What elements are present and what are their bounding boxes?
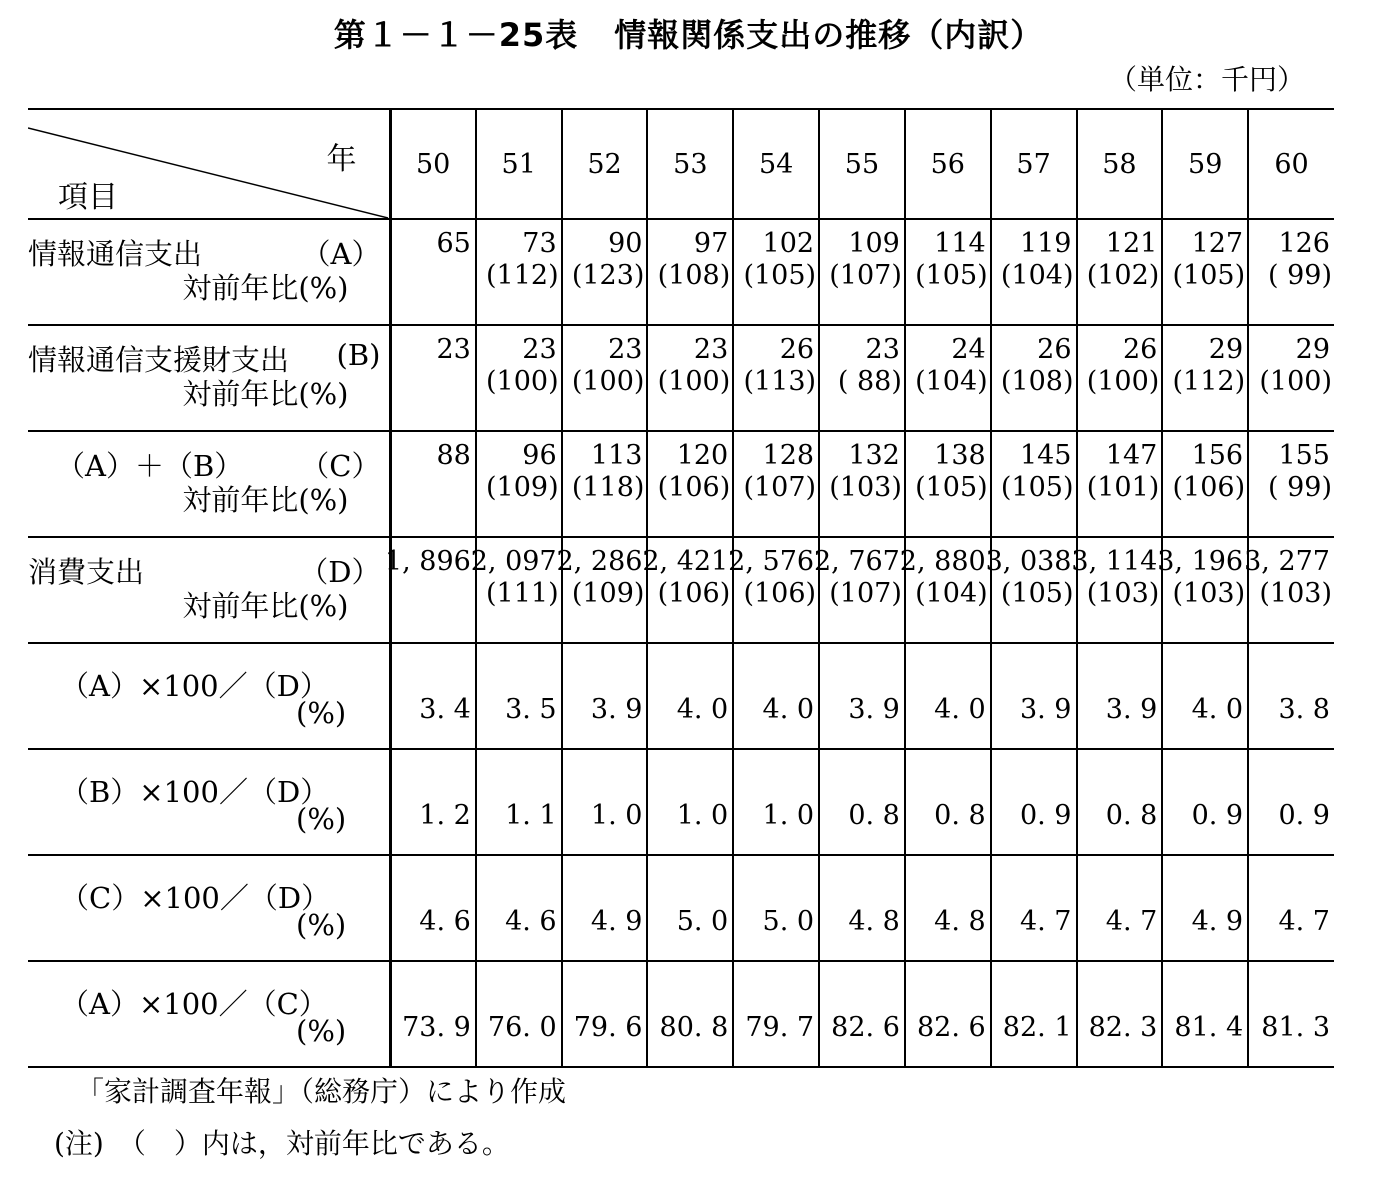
- cell-value: 109: [848, 228, 900, 259]
- cell-value: 73: [522, 228, 557, 259]
- cell-pct: (105): [1000, 472, 1074, 503]
- cell-pct: (108): [657, 260, 731, 291]
- cell-pct: (105): [1000, 578, 1074, 609]
- ratio-value: 82. 6: [916, 1012, 986, 1043]
- cell-pct: (107): [829, 260, 902, 291]
- ratio-value: 4. 6: [419, 906, 471, 937]
- cell-value: 147: [1105, 440, 1158, 471]
- data-cell: [1248, 961, 1334, 1067]
- data-cell: [647, 219, 733, 325]
- data-cell: [819, 855, 905, 961]
- cell-pct: (100): [1086, 366, 1160, 397]
- ratio-value: 1. 0: [590, 800, 643, 831]
- table-row: [28, 219, 1334, 325]
- data-cell: [390, 431, 476, 537]
- data-cell: [476, 855, 562, 961]
- cell-pct: (103): [1172, 578, 1246, 609]
- data-cell: [562, 855, 648, 961]
- cell-value: 23: [865, 334, 900, 365]
- cell-pct: (104): [915, 366, 988, 397]
- data-cell: [1077, 219, 1163, 325]
- cell-pct: ( 99): [1267, 472, 1332, 503]
- table-row: [28, 855, 1334, 961]
- cell-pct: (108): [1000, 366, 1074, 397]
- data-cell: [1248, 749, 1334, 855]
- data-cell: [819, 219, 905, 325]
- data-cell: [733, 219, 819, 325]
- ratio-formula: （A）×100／（C）: [60, 987, 328, 1021]
- data-cell: [733, 431, 819, 537]
- ratio-formula: （B）×100／（D）: [60, 775, 330, 809]
- cell-pct: (109): [486, 472, 559, 503]
- cell-value: 23: [436, 334, 471, 365]
- data-cell: [1248, 855, 1334, 961]
- cell-value: 119: [1019, 228, 1072, 259]
- ratio-value: 0. 8: [1105, 800, 1158, 831]
- cell-value: 127: [1191, 228, 1244, 259]
- data-cell: [647, 643, 733, 749]
- ratio-label: [28, 643, 390, 749]
- cell-pct: (105): [1172, 260, 1246, 291]
- data-cell: [991, 643, 1077, 749]
- row-label-text: 消費支出: [28, 555, 145, 589]
- data-cell: [1162, 643, 1248, 749]
- cell-value: 26: [1122, 334, 1158, 365]
- ratio-value: 4. 0: [762, 694, 815, 725]
- ratio-formula: （C）×100／（D）: [60, 881, 331, 915]
- data-cell: [733, 325, 819, 431]
- data-cell: [905, 219, 991, 325]
- data-cell: [1077, 643, 1163, 749]
- ratio-unit: (%): [296, 696, 347, 730]
- row-label: [28, 431, 390, 537]
- data-cell: [819, 643, 905, 749]
- data-cell: [390, 643, 476, 749]
- data-cell: [905, 643, 991, 749]
- cell-value: 138: [934, 440, 986, 471]
- cell-pct: ( 88): [837, 366, 902, 397]
- cell-pct: (105): [915, 260, 988, 291]
- data-cell: [819, 961, 905, 1067]
- data-cell: [1071, 537, 1163, 643]
- ratio-value: 4. 6: [505, 906, 557, 937]
- year-header: 60: [1248, 109, 1334, 219]
- data-cell: [733, 643, 819, 749]
- table-row: [28, 537, 1334, 643]
- year-header: 52: [562, 109, 648, 219]
- ratio-value: 81. 3: [1261, 1012, 1330, 1043]
- data-cell: [905, 325, 991, 431]
- cell-value: 113: [590, 440, 643, 471]
- ratio-unit: (%): [296, 1014, 347, 1048]
- ratio-value: 3. 8: [1278, 694, 1330, 725]
- row-label-text: 情報通信支出: [28, 237, 203, 271]
- row-code: （D）: [299, 555, 381, 589]
- data-cell: [991, 431, 1077, 537]
- table-row: [28, 643, 1334, 749]
- page-title: [0, 10, 1377, 56]
- ratio-value: 0. 8: [934, 800, 986, 831]
- year-header: 50: [390, 109, 476, 219]
- cell-value: 121: [1105, 228, 1158, 259]
- cell-value: 2, 097: [470, 546, 557, 577]
- data-cell: [1162, 961, 1248, 1067]
- data-cell: [819, 431, 905, 537]
- item-header-label: 項目: [58, 180, 118, 215]
- cell-pct: (100): [657, 366, 731, 397]
- row-label-text: （A）＋（B）: [56, 449, 244, 483]
- cell-value: 120: [676, 440, 729, 471]
- cell-value: 126: [1278, 228, 1330, 259]
- ratio-label: [28, 749, 390, 855]
- cell-value: 23: [522, 334, 557, 365]
- data-cell: [476, 749, 562, 855]
- ratio-value: 4. 0: [676, 694, 729, 725]
- ratio-value: 76. 0: [487, 1012, 557, 1043]
- table-row: [28, 325, 1334, 431]
- data-cell: [562, 219, 648, 325]
- cell-pct: (105): [743, 260, 817, 291]
- data-cell: [1162, 219, 1248, 325]
- data-cell: [647, 961, 733, 1067]
- data-cell: [647, 431, 733, 537]
- cell-value: 26: [779, 334, 815, 365]
- cell-value: 132: [848, 440, 900, 471]
- cell-value: 24: [951, 334, 986, 365]
- data-cell: [390, 325, 476, 431]
- cell-value: 3, 038: [985, 546, 1072, 577]
- ratio-value: 4. 9: [1191, 906, 1244, 937]
- cell-value: 2, 421: [642, 546, 729, 577]
- table-row: [28, 961, 1334, 1067]
- data-cell: [556, 537, 648, 643]
- cell-pct: (123): [571, 260, 645, 291]
- data-cell: [991, 219, 1077, 325]
- row-label: [28, 325, 390, 431]
- ratio-unit: (%): [296, 802, 347, 836]
- ratio-value: 4. 0: [934, 694, 986, 725]
- data-cell: [642, 537, 733, 643]
- year-header: 53: [647, 109, 733, 219]
- data-cell: [733, 961, 819, 1067]
- cell-pct: (100): [1259, 366, 1332, 397]
- source-note: 「家計調査年報」（総務庁）により作成: [76, 1075, 567, 1108]
- cell-value: 102: [762, 228, 815, 259]
- ratio-value: 3. 9: [1019, 694, 1072, 725]
- ratio-value: 4. 7: [1278, 906, 1330, 937]
- ratio-value: 0. 9: [1191, 800, 1244, 831]
- data-cell: [985, 537, 1077, 643]
- row-label-text: 情報通信支援財支出: [28, 343, 290, 377]
- data-cell: [647, 749, 733, 855]
- ratio-value: 5. 0: [676, 906, 729, 937]
- ratio-value: 4. 8: [848, 906, 900, 937]
- cell-value: 29: [1295, 334, 1330, 365]
- cell-pct: (118): [571, 472, 645, 503]
- ratio-value: 3. 4: [419, 694, 471, 725]
- cell-pct: (103): [829, 472, 902, 503]
- ratio-value: 82. 3: [1088, 1012, 1158, 1043]
- year-header: 58: [1077, 109, 1163, 219]
- ratio-value: 5. 0: [762, 906, 815, 937]
- data-cell: [733, 855, 819, 961]
- table-row: [28, 431, 1334, 537]
- data-cell: [390, 855, 476, 961]
- ratio-value: 3. 9: [1105, 694, 1158, 725]
- cell-value: 65: [436, 228, 471, 259]
- year-header: 54: [733, 109, 819, 219]
- data-cell: [384, 537, 476, 643]
- data-cell: [476, 643, 562, 749]
- cell-value: 88: [436, 440, 471, 471]
- data-cell: [1244, 537, 1334, 643]
- cell-value: 2, 880: [899, 546, 986, 577]
- data-cell: [733, 749, 819, 855]
- cell-pct: (104): [1000, 260, 1074, 291]
- data-cell: [1162, 855, 1248, 961]
- cell-value: 90: [608, 228, 643, 259]
- data-cell: [562, 749, 648, 855]
- data-cell: [899, 537, 991, 643]
- cell-pct: (105): [915, 472, 988, 503]
- ratio-value: 4. 8: [934, 906, 986, 937]
- cell-value: 23: [608, 334, 643, 365]
- cell-pct: (100): [571, 366, 645, 397]
- cell-value: 1, 896: [384, 546, 471, 577]
- row-sub-label: 対前年比(%): [182, 589, 349, 623]
- data-cell: [819, 749, 905, 855]
- cell-pct: (100): [486, 366, 559, 397]
- data-cell: [647, 325, 733, 431]
- ratio-value: 0. 8: [848, 800, 900, 831]
- cell-pct: (103): [1086, 578, 1160, 609]
- data-cell: [1248, 219, 1334, 325]
- data-cell: [1248, 431, 1334, 537]
- ratio-value: 80. 8: [659, 1012, 729, 1043]
- unit-label: （単位：千円）: [1108, 63, 1305, 96]
- ratio-value: 3. 5: [505, 694, 557, 725]
- year-header: 59: [1162, 109, 1248, 219]
- cell-value: 96: [522, 440, 557, 471]
- data-cell: [1077, 749, 1163, 855]
- cell-value: 3, 114: [1071, 546, 1158, 577]
- cell-pct: (104): [915, 578, 988, 609]
- ratio-value: 3. 9: [848, 694, 900, 725]
- year-header: 56: [905, 109, 991, 219]
- ratio-value: 4. 7: [1019, 906, 1072, 937]
- row-sub-label: 対前年比(%): [182, 377, 349, 411]
- cell-pct: (106): [657, 472, 731, 503]
- ratio-value: 1. 2: [419, 800, 471, 831]
- year-header: 57: [991, 109, 1077, 219]
- row-code: （A）: [301, 237, 381, 271]
- cell-value: 3, 277: [1244, 546, 1330, 577]
- data-cell: [819, 325, 905, 431]
- data-cell: [1162, 431, 1248, 537]
- footnote: (注) （ ）内は，対前年比である。: [54, 1127, 510, 1160]
- data-cell: [476, 961, 562, 1067]
- data-cell: [476, 325, 562, 431]
- ratio-value: 0. 9: [1019, 800, 1072, 831]
- data-cell: [470, 537, 562, 643]
- cell-pct: (112): [486, 260, 559, 291]
- ratio-formula: （A）×100／（D）: [60, 669, 329, 703]
- cell-pct: (103): [1259, 578, 1332, 609]
- ratio-value: 79. 7: [745, 1012, 815, 1043]
- row-sub-label: 対前年比(%): [182, 271, 349, 305]
- data-cell: [1077, 431, 1163, 537]
- data-cell: [991, 961, 1077, 1067]
- data-cell: [991, 855, 1077, 961]
- data-cell: [390, 961, 476, 1067]
- row-code: （C）: [300, 449, 381, 483]
- ratio-value: 81. 4: [1174, 1012, 1244, 1043]
- data-cell: [1077, 855, 1163, 961]
- cell-value: 2, 286: [556, 546, 643, 577]
- ratio-value: 3. 9: [590, 694, 643, 725]
- ratio-value: 4. 9: [590, 906, 643, 937]
- data-cell: [562, 961, 648, 1067]
- cell-pct: (113): [743, 366, 817, 397]
- cell-value: 156: [1191, 440, 1244, 471]
- ratio-value: 0. 9: [1278, 800, 1330, 831]
- cell-pct: (106): [657, 578, 731, 609]
- cell-value: 23: [693, 334, 729, 365]
- ratio-value: 4. 7: [1105, 906, 1158, 937]
- data-table: [28, 108, 1334, 1068]
- cell-pct: (107): [829, 578, 902, 609]
- ratio-unit: (%): [296, 908, 347, 942]
- ratio-value: 1. 0: [762, 800, 815, 831]
- cell-pct: (102): [1086, 260, 1160, 291]
- ratio-label: [28, 855, 390, 961]
- cell-value: 128: [762, 440, 815, 471]
- cell-pct: (106): [1172, 472, 1246, 503]
- cell-pct: (109): [571, 578, 645, 609]
- cell-value: 2, 767: [813, 546, 900, 577]
- cell-value: 145: [1019, 440, 1072, 471]
- data-cell: [1248, 325, 1334, 431]
- cell-value: 114: [934, 228, 986, 259]
- table-name: 情報関係支出の推移（内訳）: [614, 16, 1044, 54]
- cell-pct: (111): [486, 578, 559, 609]
- data-cell: [905, 431, 991, 537]
- data-cell: [813, 537, 905, 643]
- ratio-label: [28, 961, 390, 1067]
- cell-value: 26: [1037, 334, 1072, 365]
- data-cell: [476, 431, 562, 537]
- table-row: [28, 749, 1334, 855]
- data-cell: [1077, 961, 1163, 1067]
- row-sub-label: 対前年比(%): [182, 483, 349, 517]
- data-cell: [562, 325, 648, 431]
- ratio-value: 1. 0: [676, 800, 729, 831]
- row-code: (B): [336, 338, 381, 372]
- cell-pct: ( 99): [1267, 260, 1332, 291]
- data-cell: [905, 855, 991, 961]
- cell-pct: (106): [743, 578, 817, 609]
- table-number: 第１－１－25表: [333, 16, 579, 54]
- cell-value: 155: [1278, 440, 1330, 471]
- data-cell: [991, 749, 1077, 855]
- row-label: [28, 219, 390, 325]
- data-cell: [728, 537, 819, 643]
- cell-value: 97: [693, 228, 729, 259]
- cell-value: 2, 576: [728, 546, 815, 577]
- data-cell: [1157, 537, 1248, 643]
- data-cell: [562, 431, 648, 537]
- data-cell: [562, 643, 648, 749]
- year-header-label: 年: [326, 142, 357, 177]
- cell-pct: (101): [1086, 472, 1160, 503]
- data-cell: [1077, 325, 1163, 431]
- data-cell: [1248, 643, 1334, 749]
- ratio-value: 1. 1: [505, 800, 557, 831]
- year-header: 51: [476, 109, 562, 219]
- cell-pct: (107): [743, 472, 817, 503]
- ratio-value: 82. 6: [831, 1012, 900, 1043]
- cell-value: 3, 196: [1157, 546, 1244, 577]
- header-row: [28, 109, 1334, 219]
- ratio-value: 82. 1: [1002, 1012, 1072, 1043]
- data-cell: [647, 855, 733, 961]
- data-cell: [390, 749, 476, 855]
- ratio-value: 4. 0: [1191, 694, 1244, 725]
- ratio-value: 79. 6: [573, 1012, 643, 1043]
- row-label: [28, 537, 390, 643]
- year-header: 55: [819, 109, 905, 219]
- data-cell: [991, 325, 1077, 431]
- data-cell: [1162, 325, 1248, 431]
- data-cell: [476, 219, 562, 325]
- data-cell: [905, 749, 991, 855]
- data-cell: [905, 961, 991, 1067]
- cell-pct: (112): [1172, 366, 1246, 397]
- data-cell: [1162, 749, 1248, 855]
- ratio-value: 73. 9: [402, 1012, 471, 1043]
- cell-value: 29: [1208, 334, 1244, 365]
- header-corner: [28, 109, 390, 219]
- data-cell: [390, 219, 476, 325]
